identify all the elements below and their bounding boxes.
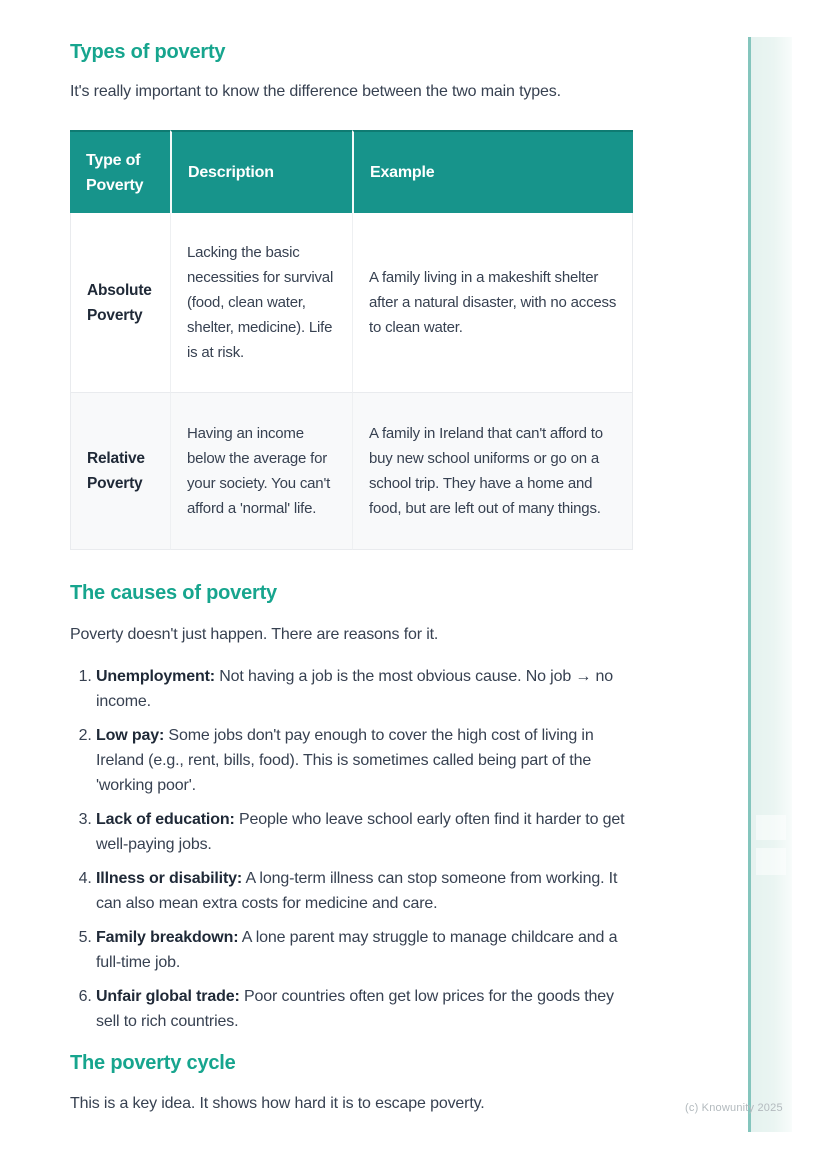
list-item-text: A lone parent may struggle to manage childcare and a full-time job.	[96, 929, 618, 971]
cell-description-absolute: Lacking the basic necessities for survival (food, clean water, shelter, medicine). Life is at risk.	[170, 213, 352, 393]
cell-description-relative: Having an income below the average for your society. You can't afford a 'normal' life.	[170, 393, 352, 550]
poverty-types-table	[70, 130, 633, 550]
causes-list	[70, 664, 633, 1034]
list-item-label: Unfair global trade:	[96, 988, 240, 1005]
list-item-unfair-global-trade	[96, 984, 633, 1034]
list-item-label: Unemployment:	[96, 668, 215, 685]
intro-causes-of-poverty: Poverty doesn't just happen. There are reasons for it.	[70, 626, 439, 643]
list-item-text: Some jobs don't pay enough to cover the high cost of living in Ireland (e.g., rent, bills, food). This is sometimes called being part of the 'working poor'.	[96, 727, 594, 794]
cell-example-relative: A family in Ireland that can't afford to buy new school uniforms or go on a school trip. They have a home and food, but are left out of many things.	[352, 393, 633, 550]
list-item-text: A long-term illness can stop someone from working. It can also mean extra costs for medicine and care.	[96, 870, 618, 912]
table-header-row	[70, 130, 633, 213]
list-item-text: Not having a job is the most obvious cause. No job → no income.	[96, 668, 613, 710]
col-header-type-of-poverty: Type of Poverty	[70, 130, 170, 213]
intro-types-of-poverty: It's really important to know the difference between the two main types.	[70, 83, 561, 100]
heading-poverty-cycle: The poverty cycle	[70, 1052, 236, 1074]
heading-types-of-poverty: Types of poverty	[70, 41, 226, 63]
list-item-text: Poor countries often get low prices for the goods they sell to rich countries.	[96, 988, 614, 1030]
list-item-family-breakdown	[96, 925, 633, 975]
list-item-label: Illness or disability:	[96, 870, 243, 887]
cell-type-absolute: Absolute Poverty	[70, 213, 170, 393]
table-row-absolute-poverty	[70, 213, 633, 393]
list-item-lack-of-education	[96, 807, 633, 857]
col-header-description: Description	[170, 130, 352, 213]
list-item-label: Lack of education:	[96, 811, 235, 828]
list-item-label: Low pay:	[96, 727, 165, 744]
cell-type-relative: Relative Poverty	[70, 393, 170, 550]
accent-bar-highlight	[756, 815, 786, 840]
table-row-relative-poverty	[70, 393, 633, 550]
accent-bar-highlight	[756, 848, 786, 875]
intro-poverty-cycle: This is a key idea. It shows how hard it is to escape poverty.	[70, 1095, 485, 1112]
heading-causes-of-poverty: The causes of poverty	[70, 582, 277, 604]
list-item-text: People who leave school early often find it harder to get well-paying jobs.	[96, 811, 625, 853]
watermark: (c) Knowunity 2025	[685, 1102, 783, 1114]
list-item-label: Family breakdown:	[96, 929, 239, 946]
list-item-low-pay	[96, 723, 633, 798]
list-item-unemployment	[96, 664, 633, 714]
right-accent-bar	[748, 37, 792, 1132]
col-header-example: Example	[352, 130, 633, 213]
cell-example-absolute: A family living in a makeshift shelter after a natural disaster, with no access to clean water.	[352, 213, 633, 393]
document-content	[70, 0, 633, 1116]
list-item-illness-or-disability	[96, 866, 633, 916]
